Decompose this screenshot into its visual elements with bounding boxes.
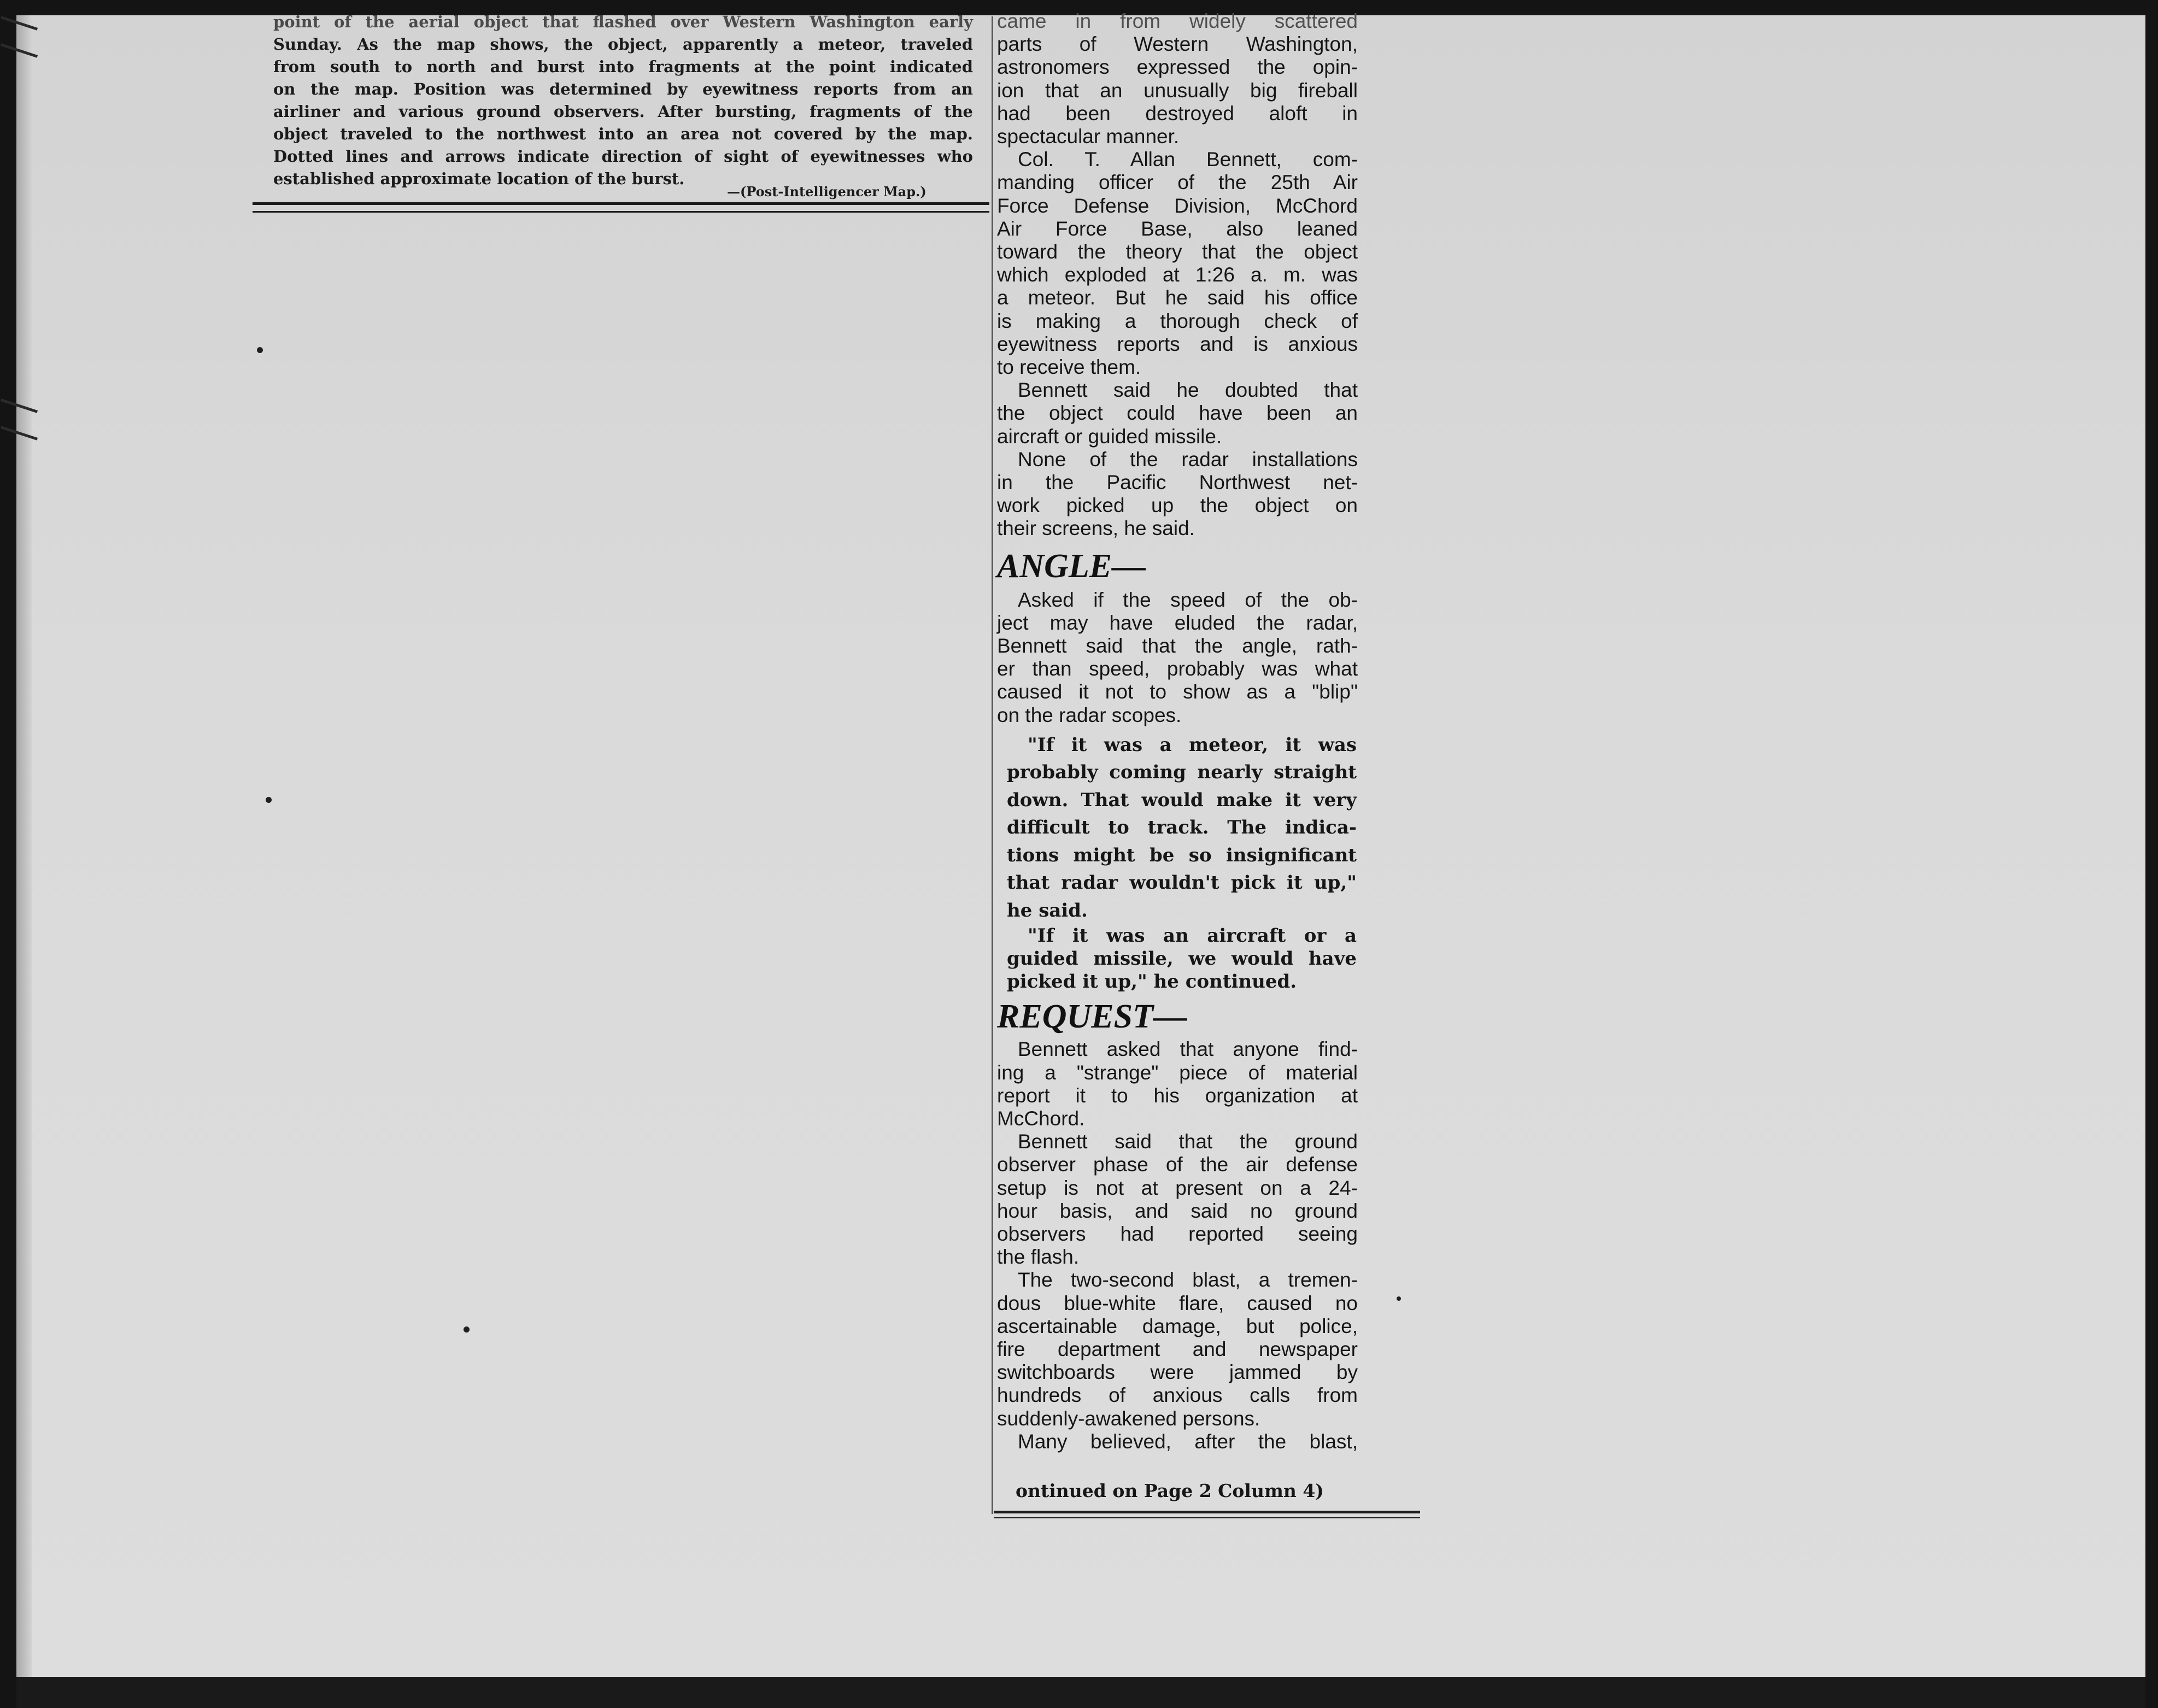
ground-paragraph — [997, 1130, 1358, 1269]
caption-line: established approximate location of the burst. — [273, 169, 685, 188]
dust-speck — [266, 797, 272, 803]
caption-line: airliner and various ground observers. After bursting, fragments of the — [273, 102, 973, 121]
text-line: a meteor. But he said his office — [997, 286, 1358, 309]
text-line: the object could have been an — [997, 402, 1358, 425]
text-line: that radar wouldn't pick it up," — [1007, 872, 1357, 894]
text-line: setup is not at present on a 24- — [997, 1176, 1358, 1199]
text-line: manding officer of the 25th Air — [997, 171, 1358, 194]
caption-rule — [253, 211, 989, 213]
dust-speck — [464, 1327, 470, 1333]
text-line: hour basis, and said no ground — [997, 1199, 1358, 1222]
text-line: on the radar scopes. — [997, 703, 1182, 726]
scan-bottom-border — [16, 1677, 2145, 1708]
text-line: aircraft or guided missile. — [997, 425, 1222, 448]
text-line: Force Defense Division, McChord — [997, 194, 1358, 217]
column-rule — [992, 16, 993, 1514]
heading-request: REQUEST— — [997, 998, 1187, 1036]
caption-line: Sunday. As the map shows, the object, apparently a meteor, traveled — [273, 35, 973, 54]
continued-line: ontinued on Page 2 Column 4) — [1016, 1480, 1324, 1501]
text-line: came in from widely scattered — [997, 10, 1358, 32]
text-line: he said. — [1007, 899, 1088, 922]
text-line: probably coming nearly straight — [1007, 761, 1357, 784]
text-line: picked it up," he continued. — [1007, 971, 1297, 993]
text-line: er than speed, probably was what — [997, 658, 1358, 680]
text-line: spectacular manner. — [997, 125, 1180, 148]
text-line: report it to his organization at — [997, 1084, 1358, 1107]
text-line: difficult to track. The indica- — [1007, 817, 1357, 839]
caption-line: on the map. Position was determined by eyewitness reports from an — [273, 80, 973, 98]
text-line: switchboards were jammed by — [997, 1361, 1358, 1384]
text-line: Col. T. Allan Bennett, com- — [1018, 148, 1358, 171]
text-line: ascertainable damage, but police, — [997, 1314, 1358, 1337]
text-line: The two-second blast, a tremen- — [1018, 1269, 1358, 1292]
text-line: to receive them. — [997, 356, 1141, 379]
meteor-quote — [997, 731, 1357, 925]
text-line: astronomers expressed the opin- — [997, 56, 1358, 79]
aircraft-quote — [997, 924, 1357, 993]
heading-angle: ANGLE— — [997, 547, 1146, 585]
doubted-paragraph — [997, 379, 1358, 448]
angle-paragraph — [997, 589, 1358, 727]
text-line: ing a "strange" piece of material — [997, 1061, 1358, 1084]
text-line: observer phase of the air defense — [997, 1153, 1358, 1176]
caption-rule — [253, 202, 989, 205]
many-paragraph — [997, 1430, 1358, 1453]
text-line: fire department and newspaper — [997, 1338, 1358, 1361]
paper-left-edge — [16, 15, 32, 1677]
text-line: eyewitness reports and is anxious — [997, 332, 1358, 355]
intro-paragraph — [997, 10, 1358, 148]
text-line: caused it not to show as a "blip" — [997, 680, 1358, 703]
radar-paragraph — [997, 448, 1358, 541]
article-column — [997, 0, 1358, 1453]
text-line: which exploded at 1:26 a. m. was — [997, 263, 1358, 286]
text-line: guided missile, we would have — [1007, 948, 1357, 970]
text-line: Air Force Base, also leaned — [997, 217, 1358, 240]
caption-line: Dotted lines and arrows indicate direction of sight of eyewitnesses who — [273, 147, 973, 166]
text-line: Bennett said that the angle, rath- — [997, 635, 1358, 658]
column-bottom-rule — [994, 1517, 1420, 1518]
text-line: Bennett said that the ground — [1018, 1130, 1358, 1153]
text-line: "If it was an aircraft or a — [1028, 925, 1357, 947]
text-line: None of the radar installations — [1018, 448, 1358, 471]
column-bottom-rule — [994, 1511, 1420, 1513]
text-line: McChord. — [997, 1107, 1085, 1130]
text-line: ject may have eluded the radar, — [997, 611, 1358, 634]
text-line: Bennett said he doubted that — [1018, 379, 1358, 402]
map-credit: —(Post-Intelligencer Map.) — [727, 184, 926, 199]
text-line: in the Pacific Northwest net- — [997, 471, 1358, 494]
blast-paragraph — [997, 1269, 1358, 1430]
text-line: had been destroyed aloft in — [997, 102, 1358, 125]
text-line: "If it was a meteor, it was — [1028, 733, 1357, 756]
text-line: parts of Western Washington, — [997, 33, 1358, 56]
text-line: Many believed, after the blast, — [1018, 1430, 1358, 1453]
caption-line: from south to north and burst into fragments at the point indicated — [273, 57, 973, 76]
text-line: Asked if the speed of the ob- — [1018, 588, 1358, 611]
dust-speck — [257, 347, 263, 353]
text-line: toward the theory that the object — [997, 240, 1358, 263]
caption-line: object traveled to the northwest into an area not covered by the map. — [273, 125, 973, 143]
text-line: suddenly-awakened persons. — [997, 1407, 1260, 1430]
dust-speck — [1397, 1296, 1401, 1301]
request-paragraph — [997, 1038, 1358, 1130]
caption-line: point of the aerial object that flashed over Western Washington early — [273, 13, 973, 31]
text-line: tions might be so insignificant — [1007, 844, 1357, 866]
map-caption — [273, 11, 973, 190]
text-line: work picked up the object on — [997, 494, 1358, 517]
text-line: ion that an unusually big fireball — [997, 79, 1358, 102]
text-line: their screens, he said. — [997, 517, 1195, 540]
text-line: is making a thorough check of — [997, 309, 1358, 332]
text-line: down. That would make it very — [1007, 789, 1357, 811]
text-line: observers had reported seeing — [997, 1223, 1358, 1246]
text-line: dous blue-white flare, caused no — [997, 1292, 1358, 1314]
text-line: hundreds of anxious calls from — [997, 1384, 1358, 1407]
text-line: the flash. — [997, 1246, 1080, 1269]
text-line: Bennett asked that anyone find- — [1018, 1038, 1358, 1061]
bennett-paragraph — [997, 148, 1358, 379]
